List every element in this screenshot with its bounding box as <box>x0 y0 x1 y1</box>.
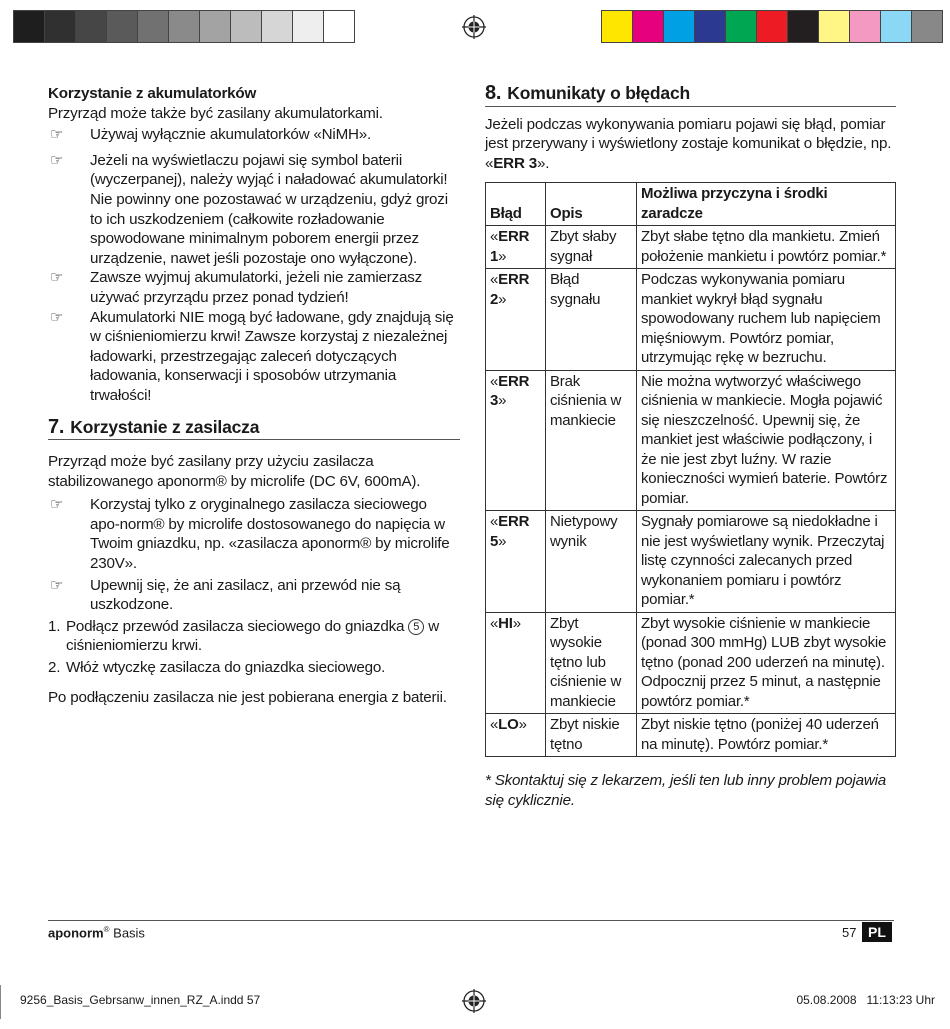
error-code-cell: «LO» <box>486 714 546 757</box>
description-cell: Zbyt niskie tętno <box>546 714 637 757</box>
remedy-cell: Nie można wytworzyć właściwego ciśnienia w mankiecie. Mogła pojawić się nieszczelność. Upewnij się, że mankiet jest właściwie podłączony, i że nie jest zbyt luźny. W razie konieczności wymień baterie. Powtórz pomiar. <box>637 370 896 511</box>
crop-mark <box>0 985 2 1019</box>
gray-swatch <box>75 10 106 43</box>
pointing-hand-icon: ☞ <box>50 151 64 169</box>
color-swatch <box>601 10 632 43</box>
footer-rule <box>48 920 894 921</box>
gray-swatch <box>106 10 137 43</box>
error-code: ERR 1 <box>490 228 530 265</box>
description-cell: Błąd sygnału <box>546 269 637 371</box>
right-column <box>485 84 896 811</box>
closing-note: Po podłączeniu zasilacza nie jest pobierana energia z baterii. <box>48 688 447 706</box>
table-row <box>486 714 896 757</box>
table-row <box>486 511 896 613</box>
step-1: 1. Podłącz przewód zasilacza sieciowego do gniazdka 5 w ciśnieniomierzu krwi. <box>48 617 440 655</box>
language-badge: PL <box>862 922 892 942</box>
list-item: ☞ Zawsze wyjmuj akumulatorki, jeżeli nie zamierzasz używać przyrządu przez ponad tydzień! <box>50 269 423 306</box>
registration-mark-icon <box>462 989 486 1013</box>
description-cell: Brak ciśnienia w mankiecie <box>546 370 637 511</box>
section-7-intro: Przyrząd może być zasilany przy użyciu zasilacza stabilizowanego aponorm® by microlife (DC 6V, 600mA). <box>48 453 421 490</box>
description-cell: Zbyt słaby sygnał <box>546 226 637 269</box>
slug-filename: 9256_Basis_Gebrsanw_innen_RZ_A.indd 57 <box>20 993 261 1007</box>
section-8-heading: 8. Komunikaty o błędach <box>485 84 896 107</box>
gray-swatch <box>199 10 230 43</box>
error-code: ERR 5 <box>490 513 530 550</box>
header-remedy: Możliwa przyczyna i środki zaradcze <box>637 183 896 226</box>
footer-brand: aponorm® Basis <box>48 925 145 941</box>
gray-swatch <box>323 10 355 43</box>
color-swatch <box>663 10 694 43</box>
gray-swatch <box>230 10 261 43</box>
grayscale-bar <box>13 10 355 43</box>
color-swatch <box>632 10 663 43</box>
pointing-hand-icon: ☞ <box>50 308 64 326</box>
reference-number: 5 <box>408 619 424 635</box>
battery-heading: Korzystanie z akumulatorków <box>48 85 257 102</box>
color-bar <box>601 10 943 43</box>
error-code: ERR 3 <box>490 372 530 410</box>
color-swatch <box>694 10 725 43</box>
error-code-cell: «ERR 2» <box>486 269 546 371</box>
remedy-cell: Podczas wykonywania pomiaru mankiet wykrył błąd sygnału spowodowany ruchem lub napięciem mięśniowym. Powtórz pomiar, utrzymując rękę w bezruchu. <box>637 269 896 371</box>
color-swatch <box>849 10 880 43</box>
pointing-hand-icon: ☞ <box>50 126 64 144</box>
list-item: ☞ Korzystaj tylko z oryginalnego zasilacza sieciowego apo-norm® by microlife dostosowanego do napięcia w Twoim gniazdku, np. «zasilacza aponorm® by microlife 230V». <box>50 496 450 573</box>
color-swatch <box>880 10 911 43</box>
error-code-cell: «ERR 3» <box>486 370 546 511</box>
battery-intro: Przyrząd może także być zasilany akumulatorkami. <box>48 104 383 122</box>
remedy-cell: Sygnały pomiarowe są niedokładne i nie jest wyświetlany wynik. Przeczytaj listę czynności zalecanych przed wykonaniem pomiaru i powtórz pomiar.* <box>637 511 896 613</box>
error-code-cell: «HI» <box>486 612 546 714</box>
table-row <box>486 612 896 714</box>
color-swatch <box>756 10 787 43</box>
list-item: ☞ Akumulatorki NIE mogą być ładowane, gdy znajdują się w ciśnieniomierzu krwi! Zawsze korzystaj z niezależnej ładowarki, przestrzegając zaleceń dotyczących ładowania, konserwacji i sposobów utrzymania trwałości! <box>50 308 454 404</box>
page-number: 57 <box>842 925 857 940</box>
slug-timestamp: 05.08.2008 11:13:23 Uhr <box>796 993 935 1007</box>
remedy-cell: Zbyt wysokie ciśnienie w mankiecie (ponad 300 mmHg) LUB zbyt wysokie tętno (ponad 200 uderzeń na minutę). Odpocznij przez 5 minut, a następnie powtórz pomiar.* <box>637 612 896 714</box>
section-7-heading: 7. Korzystanie z zasilacza <box>48 418 460 441</box>
table-row <box>486 370 896 511</box>
pointing-hand-icon: ☞ <box>50 576 64 594</box>
registration-mark-icon <box>462 15 486 39</box>
list-item: ☞ Upewnij się, że ani zasilacz, ani przewód nie są uszkodzone. <box>50 576 401 614</box>
header-error: Błąd <box>486 183 546 226</box>
error-code-cell: «ERR 1» <box>486 226 546 269</box>
error-table <box>485 182 896 757</box>
list-item: ☞ Jeżeli na wyświetlaczu pojawi się symbol baterii (wyczerpanej), należy wyjąć i naładować akumulatorki! Nie powinny one pozostawać w urządzeniu, gdyż grozi to ich uszkodzeniem (całkowite rozładowanie spowodowane minimalnym poborem energii przez urządzenie, nawet jeśli pozostaje ono wyłączone). <box>50 151 448 267</box>
step-2: 2. Włóż wtyczkę zasilacza do gniazdka sieciowego. <box>48 659 386 677</box>
pointing-hand-icon: ☞ <box>50 496 64 514</box>
table-row <box>486 269 896 371</box>
list-item: ☞ Używaj wyłącznie akumulatorków «NiMH». <box>50 126 372 144</box>
gray-swatch <box>168 10 199 43</box>
gray-swatch <box>13 10 44 43</box>
error-code-cell: «ERR 5» <box>486 511 546 613</box>
table-row <box>486 226 896 269</box>
table-header-row <box>486 183 896 226</box>
gray-swatch <box>292 10 323 43</box>
gray-swatch <box>261 10 292 43</box>
error-code: LO <box>498 716 519 734</box>
section-8-intro: Jeżeli podczas wykonywania pomiaru pojawi się błąd, pomiar jest przerywany i wyświetlony zostaje komunikat o błędzie, np. «ERR 3». <box>485 115 892 172</box>
header-description: Opis <box>546 183 637 226</box>
left-column <box>48 84 460 707</box>
color-swatch <box>818 10 849 43</box>
color-swatch <box>725 10 756 43</box>
pointing-hand-icon: ☞ <box>50 269 64 287</box>
color-swatch <box>787 10 818 43</box>
gray-swatch <box>44 10 75 43</box>
color-swatch <box>911 10 943 43</box>
description-cell: Nietypowy wynik <box>546 511 637 613</box>
footnote: * Skontaktuj się z lekarzem, jeśli ten lub inny problem pojawia się cyklicznie. <box>485 772 887 809</box>
error-code: HI <box>498 614 513 632</box>
error-code: ERR 2 <box>490 271 530 308</box>
gray-swatch <box>137 10 168 43</box>
remedy-cell: Zbyt słabe tętno dla mankietu. Zmień położenie mankietu i powtórz pomiar.* <box>637 226 896 269</box>
description-cell: Zbyt wysokie tętno lub ciśnienie w mankiecie <box>546 612 637 714</box>
remedy-cell: Zbyt niskie tętno (poniżej 40 uderzeń na minutę). Powtórz pomiar.* <box>637 714 896 757</box>
